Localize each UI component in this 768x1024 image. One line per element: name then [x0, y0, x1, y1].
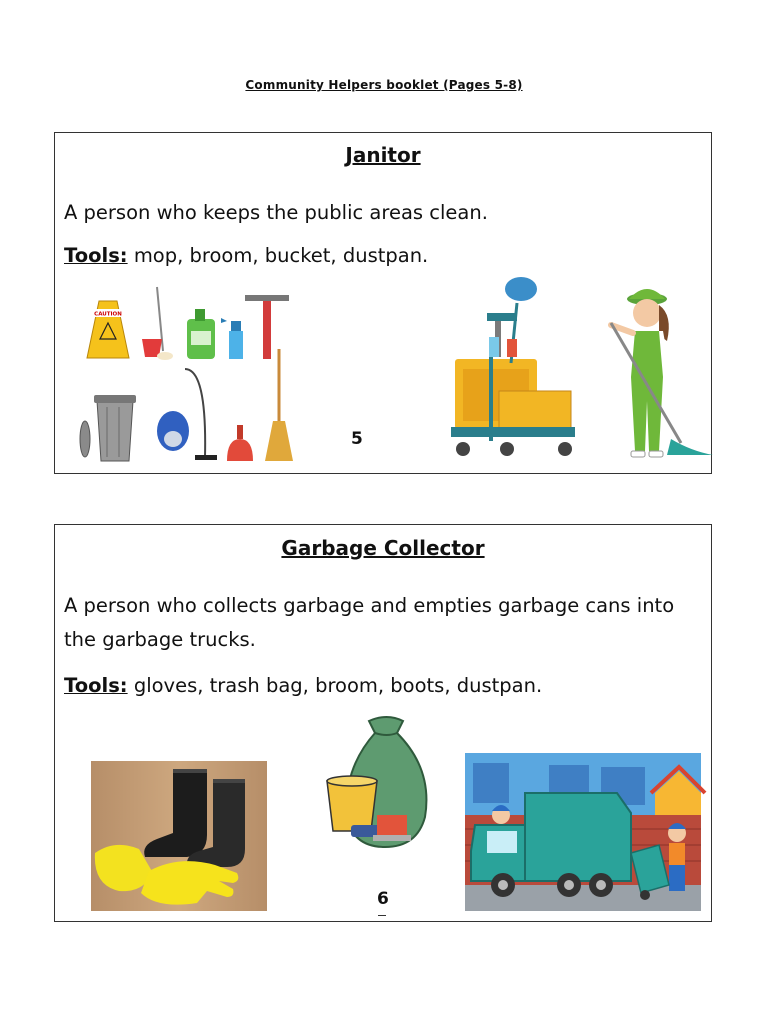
card-description: A person who collects garbage and empties garbage cans into the garbage trucks. [64, 594, 675, 651]
cleaning-tools-illustration [77, 283, 297, 463]
card-description: A person who keeps the public areas clean. [64, 201, 488, 224]
cleaning-cart-icon [451, 277, 575, 456]
card-title: Janitor [345, 143, 421, 167]
caution-sign-icon [87, 301, 129, 358]
garbage-collector-card [54, 524, 712, 922]
document-title: Community Helpers booklet (Pages 5-8) [245, 78, 523, 92]
squeegee-icon [245, 295, 289, 359]
tools-list: gloves, trash bag, broom, boots, dustpan. [133, 674, 543, 697]
bucket-icon [327, 776, 377, 831]
tools-list: mop, broom, bucket, dustpan. [133, 244, 429, 267]
tools-label: Tools: [64, 244, 128, 267]
page-number-underline [378, 915, 386, 916]
boots-and-gloves-photo [91, 761, 267, 911]
tools-label: Tools: [64, 674, 128, 697]
mop-bucket-icon [142, 287, 173, 360]
janitor-card [54, 132, 712, 474]
janitor-person-icon [611, 289, 713, 457]
tools-line [64, 674, 542, 697]
trash-bag-illustration [323, 711, 445, 851]
svg-text:CAUTION: CAUTION [94, 311, 122, 318]
broom-icon [265, 349, 293, 461]
spray-bottle-icon [221, 318, 243, 359]
page-number: 5 [351, 429, 363, 449]
detergent-bottle-icon [187, 309, 215, 359]
tools-line [64, 244, 428, 267]
card-title: Garbage Collector [281, 536, 485, 560]
janitor-illustration [451, 273, 699, 469]
trash-can-icon [80, 395, 136, 461]
dustpan-icon [227, 425, 253, 461]
vacuum-cleaner-icon [157, 369, 217, 460]
page-number: 6 [377, 889, 389, 909]
garbage-truck-illustration [465, 753, 701, 911]
